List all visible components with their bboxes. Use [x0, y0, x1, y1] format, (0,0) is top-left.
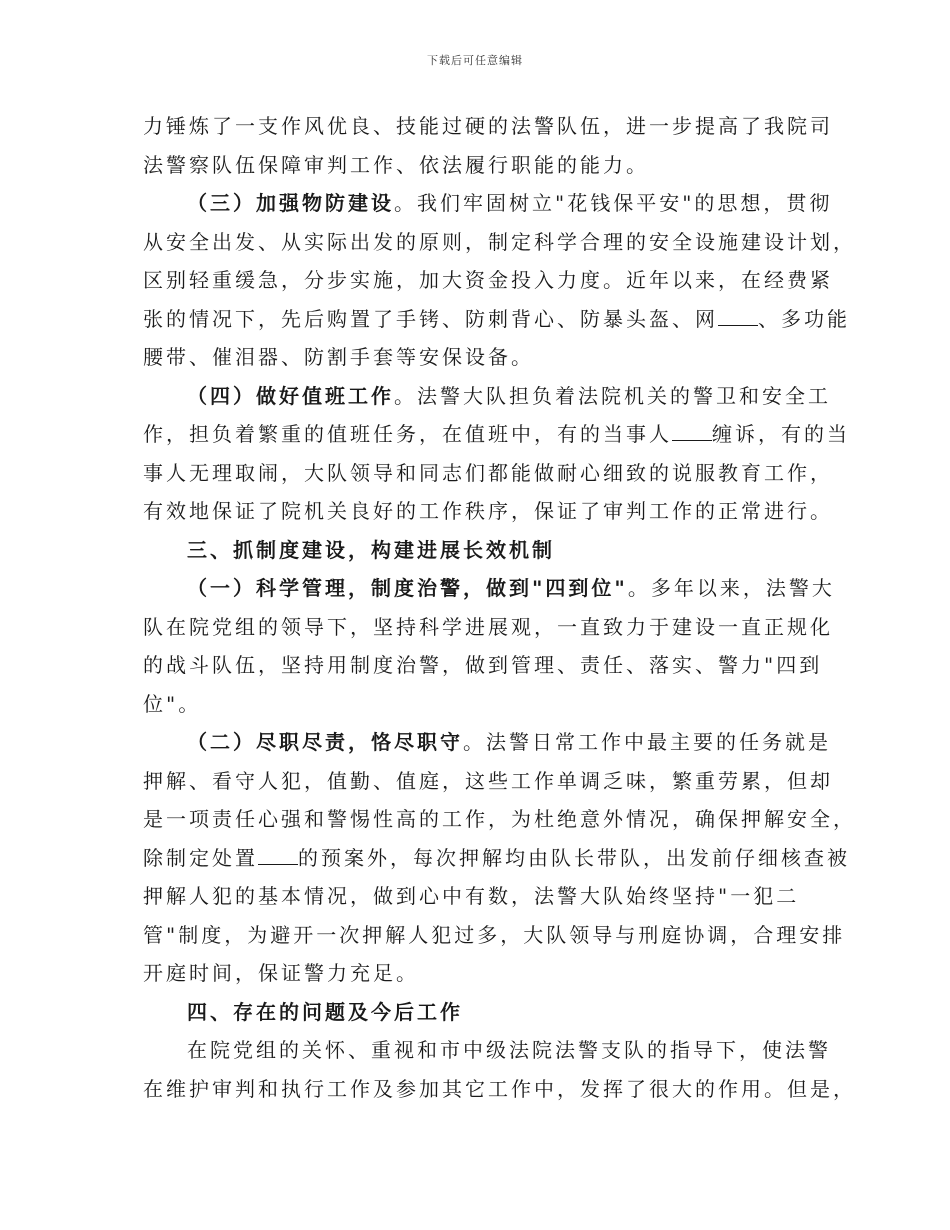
- paragraph-text: 。法警大队担负着法院机关的警卫和安全工: [394, 383, 831, 408]
- paragraph-text: 、多功能: [758, 306, 850, 331]
- paragraph-line: [143, 723, 831, 762]
- paragraph-line: 位"。: [143, 691, 202, 716]
- paragraph-text: 。我们牢固树立"花钱保平安"的思想，贯彻: [394, 191, 833, 215]
- page-header: 下载后可任意编辑: [427, 54, 523, 67]
- paragraph-line: 区别轻重缓急，分步实施，加大资金投入力度。近年以来，在经费紧: [143, 268, 833, 292]
- paragraph-line: 事人无理取闹，大队领导和同志们都能做耐心细致的说服教育工作，: [143, 460, 833, 485]
- paragraph-text: 张的情况下，先后购置了手铐、防刺背心、防暴头盔、网: [143, 306, 718, 331]
- paragraph-line: 腰带、催泪器、防割手套等安保设备。: [143, 345, 534, 369]
- section-heading: 四、存在的问题及今后工作: [187, 999, 463, 1024]
- paragraph-line: 开庭时间，保证警力充足。: [143, 961, 419, 985]
- fill-in-blank: [672, 418, 712, 441]
- paragraph-line: [143, 184, 833, 223]
- paragraph-line: 力锤炼了一支作风优良、技能过硬的法警队伍，进一步提高了我院司: [143, 114, 833, 138]
- fill-in-blank: [718, 303, 758, 326]
- subheading-text: （二）尽职尽责，恪尽职守: [187, 730, 463, 754]
- paragraph-line: 的战斗队伍，坚持用制度治警，做到管理、责任、落实、警力"四到: [143, 653, 823, 677]
- paragraph-line: [143, 839, 850, 878]
- paragraph-text: 作，担负着繁重的值班任务，在值班中，有的当事人: [143, 422, 672, 446]
- paragraph-line: 是一项责任心强和警惕性高的工作，为杜绝意外情况，确保押解安全，: [143, 807, 856, 831]
- fill-in-blank: [258, 842, 298, 865]
- subheading-text: （一）科学管理，制度治警，做到"四到位": [187, 576, 628, 600]
- paragraph-line: [143, 415, 850, 454]
- paragraph-line: 从安全出发、从实际出发的原则，制定科学合理的安全设施建设计划，: [143, 229, 856, 254]
- paragraph-line: 法警察队伍保障审判工作、依法履行职能的能力。: [143, 152, 649, 177]
- paragraph-line: 管"制度，为避开一次押解人犯过多，大队领导与刑庭协调，合理安排: [143, 922, 846, 947]
- paragraph-line: 在维护审判和执行工作及参加其它工作中，发挥了很大的作用。但是，: [143, 1076, 856, 1101]
- paragraph-text: 的预案外，每次押解均由队长带队，出发前仔细核查被: [298, 845, 850, 870]
- paragraph-line: [143, 300, 850, 339]
- paragraph-line: 有效地保证了院机关良好的工作秩序，保证了审判工作的正常进行。: [143, 499, 833, 523]
- subheading-text: （三）加强物防建设: [187, 191, 394, 215]
- paragraph-text: 。多年以来，法警大: [627, 576, 835, 600]
- paragraph-text: 除制定处置: [143, 845, 258, 870]
- paragraph-line: 押解、看守人犯，值勤、值庭，这些工作单调乏味，繁重劳累，但却: [143, 768, 833, 793]
- paragraph-text: 。法警日常工作中最主要的任务就是: [463, 730, 831, 754]
- document-body: [143, 107, 856, 1108]
- paragraph-line: 在院党组的关怀、重视和市中级法院法警支队的指导下，使法警: [187, 1038, 831, 1062]
- paragraph-line: 押解人犯的基本情况，做到心中有数，法警大队始终坚持"一犯二: [143, 884, 800, 908]
- section-heading: 三、抓制度建设，构建进展长效机制: [187, 537, 555, 562]
- subheading-text: （四）做好值班工作: [187, 383, 394, 408]
- paragraph-line: 队在院党组的领导下，坚持科学进展观，一直致力于建设一直正规化: [143, 614, 833, 639]
- paragraph-line: [143, 569, 835, 608]
- paragraph-text: 缠诉，有的当: [712, 422, 850, 446]
- paragraph-line: [143, 377, 831, 416]
